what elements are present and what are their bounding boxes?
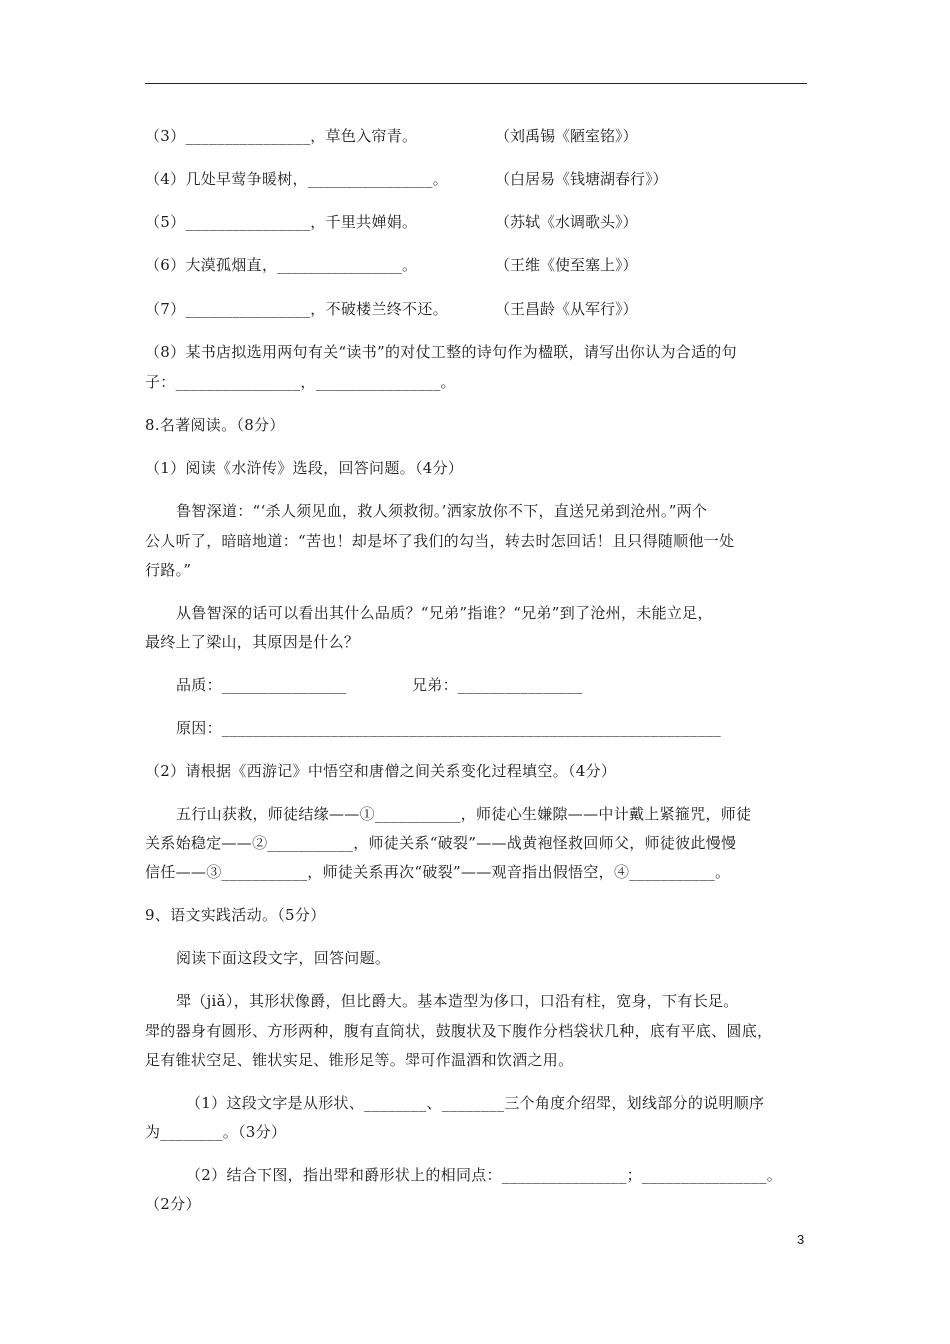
- jia-passage-line3: 足有锥状空足、锥状实足、锥形足等。斝可作温酒和饮酒之用。: [145, 1051, 574, 1069]
- shuihu-question-line1: 从鲁智深的话可以看出其什么品质？“兄弟”指谁？“兄弟”到了沧州，未能立足，: [176, 604, 713, 622]
- section9-q1-line1: （1）这段文字是从形状、________、________三个角度介绍斝，划线部分的说明顺序: [186, 1094, 765, 1112]
- section9-intro: 阅读下面这段文字，回答问题。: [176, 949, 391, 967]
- section9-heading: 9、语文实践活动。（5分）: [145, 906, 326, 924]
- poem-source-5: （苏轼《水调歌头》）: [495, 213, 638, 231]
- poem-source-7: （王昌龄《从军行》）: [495, 300, 638, 318]
- poem-source-6: （王维《使至塞上》）: [495, 256, 638, 274]
- couplet-question-line1: （8）某书店拟选用两句有关“读书”的对仗工整的诗句作为楹联，请写出你认为合适的句: [145, 343, 737, 361]
- shuihu-passage-line2: 公人听了，暗暗地道：“苦也！却是坏了我们的勾当，转去时怎回话！且只得随顺他一处: [145, 532, 735, 550]
- poem-source-3: （刘禹锡《陋室铭》）: [495, 127, 638, 145]
- brother-answer-line: 兄弟：________________: [412, 676, 583, 694]
- shuihu-question-line2: 最终上了梁山，其原因是什么？: [145, 633, 360, 651]
- poem-line-5: （5）________________，千里共婵娟。: [145, 213, 418, 231]
- section8-part2-title: （2）请根据《西游记》中悟空和唐僧之间关系变化过程填空。（4分）: [145, 762, 617, 780]
- shuihu-passage-line1: 鲁智深道：“‘杀人须见血，救人须救彻。’洒家放你不下，直送兄弟到沧州。”两个: [176, 502, 708, 520]
- shuihu-passage-line3: 行路。”: [145, 561, 192, 579]
- jia-passage-line2: 斝的器身有圆形、方形两种，腹有直筒状，鼓腹状及下腹作分档袋状几种，底有平底、圆底，: [145, 1022, 773, 1040]
- quality-answer-line: 品质：________________: [176, 676, 347, 694]
- section9-q2-line2: （2分）: [145, 1195, 201, 1213]
- page-number: 3: [797, 1232, 805, 1247]
- header-rule: [145, 83, 807, 84]
- reason-answer-line: 原因：________________________________________________________________: [176, 719, 722, 737]
- section9-q2-line1: （2）结合下图，指出斝和爵形状上的相同点：________________；________________。: [186, 1166, 783, 1184]
- xiyou-line1: 五行山获救，师徒结缘——①___________，师徒心生嫌隙——中计戴上紧箍咒，师徒: [176, 805, 752, 823]
- poem-line-7: （7）________________，不破楼兰终不还。: [145, 300, 448, 318]
- section8-part1-title: （1）阅读《水浒传》选段，回答问题。（4分）: [145, 459, 464, 477]
- xiyou-line2: 关系始稳定——②___________，师徒关系“破裂”——战黄袍怪救回师父，师徒彼此慢慢: [145, 834, 737, 852]
- poem-line-3: （3）________________，草色入帘青。: [145, 127, 418, 145]
- jia-passage-line1: 斝（jiǎ），其形状像爵，但比爵大。基本造型为侈口，口沿有柱，宽身，下有长足。: [176, 992, 739, 1010]
- poem-source-4: （白居易《钱塘湖春行》）: [495, 170, 668, 188]
- poem-line-6: （6）大漠孤烟直，________________。: [145, 256, 418, 274]
- xiyou-line3: 信任——③___________，师徒关系再次“破裂”——观音指出假悟空，④___________。: [145, 863, 731, 881]
- couplet-question-line2: 子：________________，________________。: [145, 373, 456, 391]
- section8-heading: 8.名著阅读。（8分）: [145, 416, 285, 434]
- section9-q1-line2: 为________。（3分）: [145, 1123, 287, 1141]
- poem-line-4: （4）几处早莺争暖树，________________。: [145, 170, 448, 188]
